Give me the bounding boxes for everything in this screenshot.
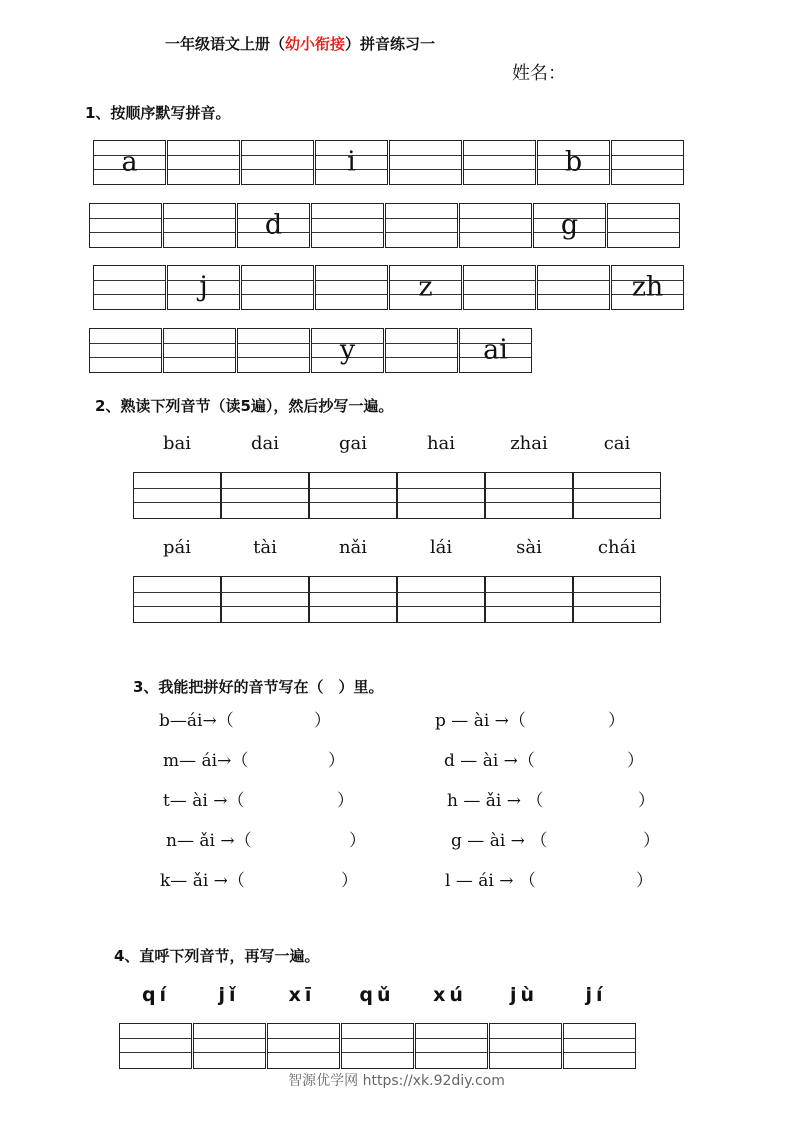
copy-cell[interactable] — [309, 576, 397, 623]
given-letter: g — [560, 208, 579, 240]
pinyin-cell[interactable] — [163, 328, 236, 373]
syllable: sài — [516, 537, 542, 558]
copy-cell[interactable] — [341, 1023, 414, 1069]
watermark: 智源优学网 https://xk.92diy.com — [288, 1073, 505, 1089]
given-letter: a — [121, 145, 138, 177]
given-letter: i — [347, 145, 356, 177]
copy-cell[interactable] — [133, 576, 221, 623]
copy-cell[interactable] — [563, 1023, 636, 1069]
pinyin-cell[interactable] — [533, 203, 606, 248]
syllable-exercise: n— ǎi →（ — [166, 831, 252, 851]
syllable-exercise: b—ái→（ — [159, 711, 234, 731]
syllable: xī — [288, 984, 316, 1006]
pinyin-cell[interactable] — [167, 140, 240, 185]
copy-cell[interactable] — [221, 472, 309, 519]
answer-blank-close[interactable]: ） — [337, 791, 354, 811]
copy-cell[interactable] — [133, 472, 221, 519]
answer-blank-close[interactable]: ） — [314, 711, 331, 731]
given-letter: j — [199, 270, 208, 302]
syllable: pái — [162, 537, 191, 558]
syllable: cai — [603, 433, 631, 454]
pinyin-cell[interactable] — [537, 265, 610, 310]
syllable: lái — [429, 537, 453, 558]
syllable-exercise: l — ái → （ — [445, 871, 536, 891]
syllable: jù — [509, 984, 539, 1006]
section3-heading: 3、我能把拼好的音节写在（ ）里。 — [133, 678, 384, 696]
given-letter: z — [418, 270, 433, 302]
pinyin-cell[interactable] — [459, 328, 532, 373]
syllable: hai — [426, 433, 456, 454]
syllable-exercise: g — ài → （ — [451, 831, 548, 851]
pinyin-cell[interactable] — [167, 265, 240, 310]
pinyin-cell[interactable] — [89, 203, 162, 248]
copy-cell[interactable] — [573, 472, 661, 519]
pinyin-cell[interactable] — [607, 203, 680, 248]
given-letter: d — [264, 208, 283, 240]
pinyin-cell[interactable] — [237, 203, 310, 248]
pinyin-cell[interactable] — [163, 203, 236, 248]
pinyin-cell[interactable] — [315, 140, 388, 185]
answer-blank-close[interactable]: ） — [643, 831, 660, 851]
answer-blank-close[interactable]: ） — [349, 831, 366, 851]
given-letter: y — [339, 333, 356, 365]
pinyin-cell[interactable] — [315, 265, 388, 310]
syllable: qí — [141, 984, 171, 1006]
section1-heading: 1、按顺序默写拼音。 — [85, 104, 231, 122]
pinyin-cell[interactable] — [241, 140, 314, 185]
copy-cell[interactable] — [573, 576, 661, 623]
section2-heading: 2、熟读下列音节（读5遍），然后抄写一遍。 — [95, 397, 394, 415]
syllable-exercise: m— ái→（ — [163, 751, 249, 771]
name-label: 姓名： — [512, 63, 566, 84]
copy-cell[interactable] — [397, 576, 485, 623]
syllable: xú — [433, 984, 467, 1006]
syllable-exercise: k— ǎi →（ — [160, 871, 245, 891]
section4-heading: 4、直呼下列音节，再写一遍。 — [114, 947, 320, 965]
syllable-exercise: h — ǎi → （ — [447, 791, 544, 811]
pinyin-cell[interactable] — [93, 265, 166, 310]
pinyin-cell[interactable] — [537, 140, 610, 185]
answer-blank-close[interactable]: ） — [328, 751, 345, 771]
given-letter: b — [564, 145, 583, 177]
syllable: jí — [585, 984, 607, 1006]
syllable-exercise: p — ài →（ — [435, 711, 526, 731]
pinyin-cell[interactable] — [389, 140, 462, 185]
answer-blank-close[interactable]: ） — [638, 791, 655, 811]
copy-cell[interactable] — [309, 472, 397, 519]
syllable-exercise: t— ài →（ — [163, 791, 245, 811]
pinyin-cell[interactable] — [385, 328, 458, 373]
answer-blank-close[interactable]: ） — [608, 711, 625, 731]
pinyin-cell[interactable] — [389, 265, 462, 310]
title-highlight: 幼小衔接 — [285, 35, 346, 53]
pinyin-cell[interactable] — [311, 328, 384, 373]
syllable: tài — [253, 537, 277, 558]
page-title: 一年级语文上册（幼小衔接）拼音练习一 — [165, 35, 436, 53]
pinyin-cell[interactable] — [237, 328, 310, 373]
syllable: qǔ — [359, 984, 395, 1006]
pinyin-cell[interactable] — [241, 265, 314, 310]
syllable: zhai — [510, 433, 548, 454]
syllable-exercise: d — ài →（ — [444, 751, 535, 771]
copy-cell[interactable] — [485, 472, 573, 519]
copy-cell[interactable] — [221, 576, 309, 623]
given-letter: ai — [483, 333, 508, 365]
pinyin-cell[interactable] — [463, 140, 536, 185]
answer-blank-close[interactable]: ） — [636, 871, 653, 891]
pinyin-cell[interactable] — [93, 140, 166, 185]
copy-cell[interactable] — [267, 1023, 340, 1069]
syllable: chái — [597, 537, 637, 558]
pinyin-cell[interactable] — [311, 203, 384, 248]
pinyin-cell[interactable] — [611, 140, 684, 185]
given-letter: zh — [631, 270, 664, 302]
copy-cell[interactable] — [489, 1023, 562, 1069]
pinyin-cell[interactable] — [463, 265, 536, 310]
pinyin-cell[interactable] — [459, 203, 532, 248]
syllable: dai — [250, 433, 279, 454]
answer-blank-close[interactable]: ） — [627, 751, 644, 771]
syllable: jǐ — [218, 984, 240, 1006]
copy-cell[interactable] — [119, 1023, 192, 1069]
pinyin-cell[interactable] — [89, 328, 162, 373]
pinyin-cell[interactable] — [611, 265, 684, 310]
copy-cell[interactable] — [485, 576, 573, 623]
copy-cell[interactable] — [397, 472, 485, 519]
syllable: nǎi — [338, 537, 368, 558]
pinyin-cell[interactable] — [385, 203, 458, 248]
syllable: gai — [338, 433, 367, 454]
syllable: bai — [162, 433, 191, 454]
answer-blank-close[interactable]: ） — [341, 871, 358, 891]
copy-cell[interactable] — [193, 1023, 266, 1069]
copy-cell[interactable] — [415, 1023, 488, 1069]
